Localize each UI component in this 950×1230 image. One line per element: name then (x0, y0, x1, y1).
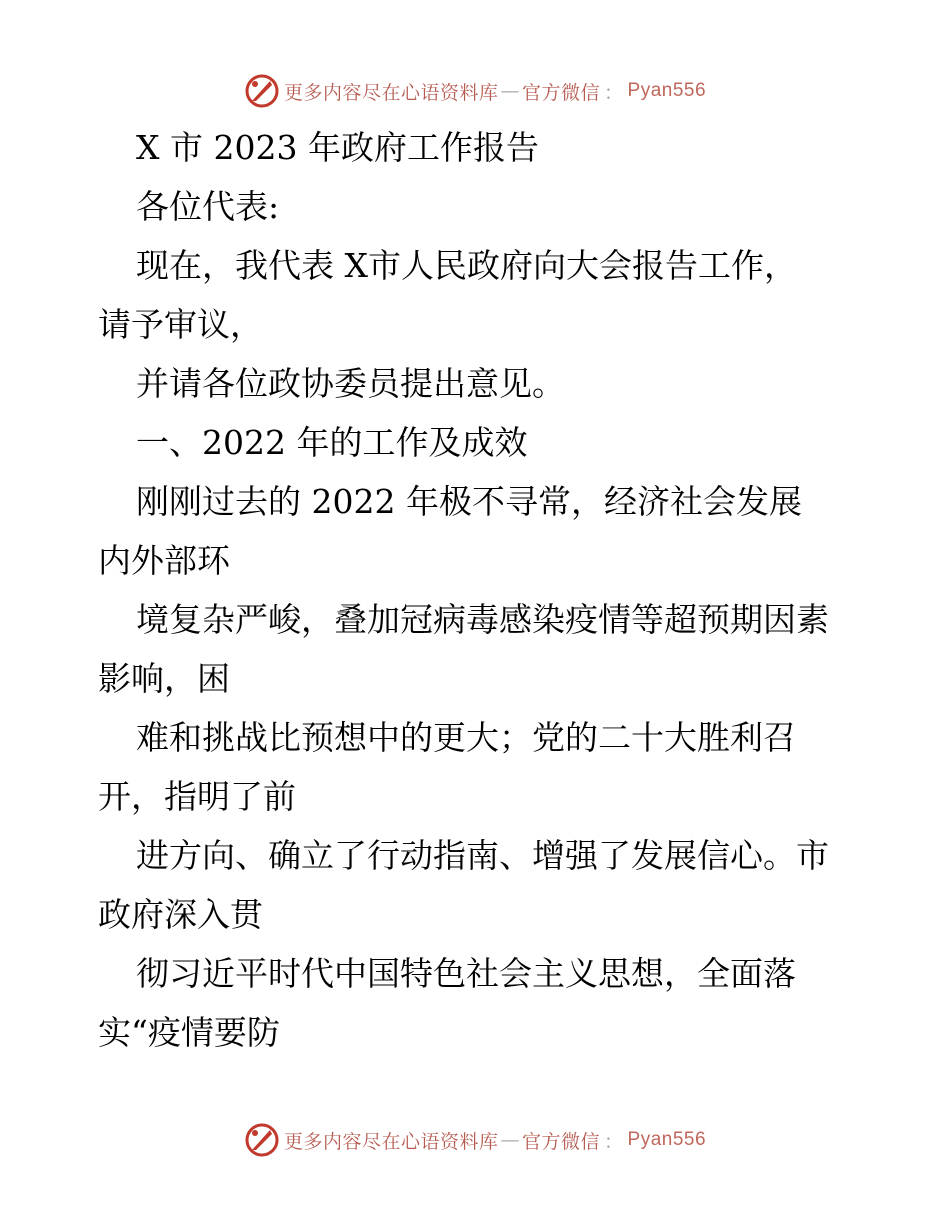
watermark-text: 更多内容尽在心语资料库 (283, 1130, 499, 1153)
watermark-wechat-id: Pyan556 (627, 80, 707, 101)
watermark-dash: — (500, 1129, 520, 1151)
document-body (98, 118, 858, 1062)
doc-line: 彻习近平时代中国特色社会主义思想，全面落 (136, 954, 796, 993)
doc-salutation: 各位代表: (136, 187, 280, 226)
doc-line: 影响，困 (98, 659, 230, 698)
doc-line: 开，指明了前 (98, 777, 296, 816)
watermark-wechat-id: Pyan556 (627, 1129, 707, 1150)
watermark-official: 官方微信 (521, 81, 600, 104)
watermark-separator: ： (604, 1130, 624, 1153)
doc-line: 进方向、确立了行动指南、增强了发展信心。市 (136, 836, 829, 875)
doc-line: 实“疫情要防 (98, 1013, 280, 1052)
doc-section-heading: 一、2022 年的工作及成效 (136, 423, 528, 462)
doc-title: X 市 2023 年政府工作报告 (136, 128, 539, 167)
watermark-separator: ： (604, 81, 624, 104)
header-watermark (0, 69, 950, 113)
doc-line: 政府深入贯 (98, 895, 263, 934)
doc-line: 境复杂严峻，叠加冠病毒感染疫情等超预期因素 (136, 600, 829, 639)
watermark-official: 官方微信 (521, 1130, 600, 1153)
footer-watermark (0, 1118, 950, 1162)
quill-logo-icon (244, 73, 280, 109)
doc-line: 并请各位政协委员提出意见。 (136, 364, 565, 403)
doc-line: 刚刚过去的 2022 年极不寻常，经济社会发展 (136, 482, 802, 521)
doc-line: 内外部环 (98, 541, 230, 580)
doc-line: 请予审议， (98, 305, 263, 344)
quill-logo-icon (244, 1122, 280, 1158)
watermark-text: 更多内容尽在心语资料库 (283, 81, 499, 104)
doc-line: 难和挑战比预想中的更大；党的二十大胜利召 (136, 718, 796, 757)
doc-line: 现在，我代表 X市人民政府向大会报告工作， (136, 246, 797, 285)
watermark-dash: — (500, 80, 520, 102)
